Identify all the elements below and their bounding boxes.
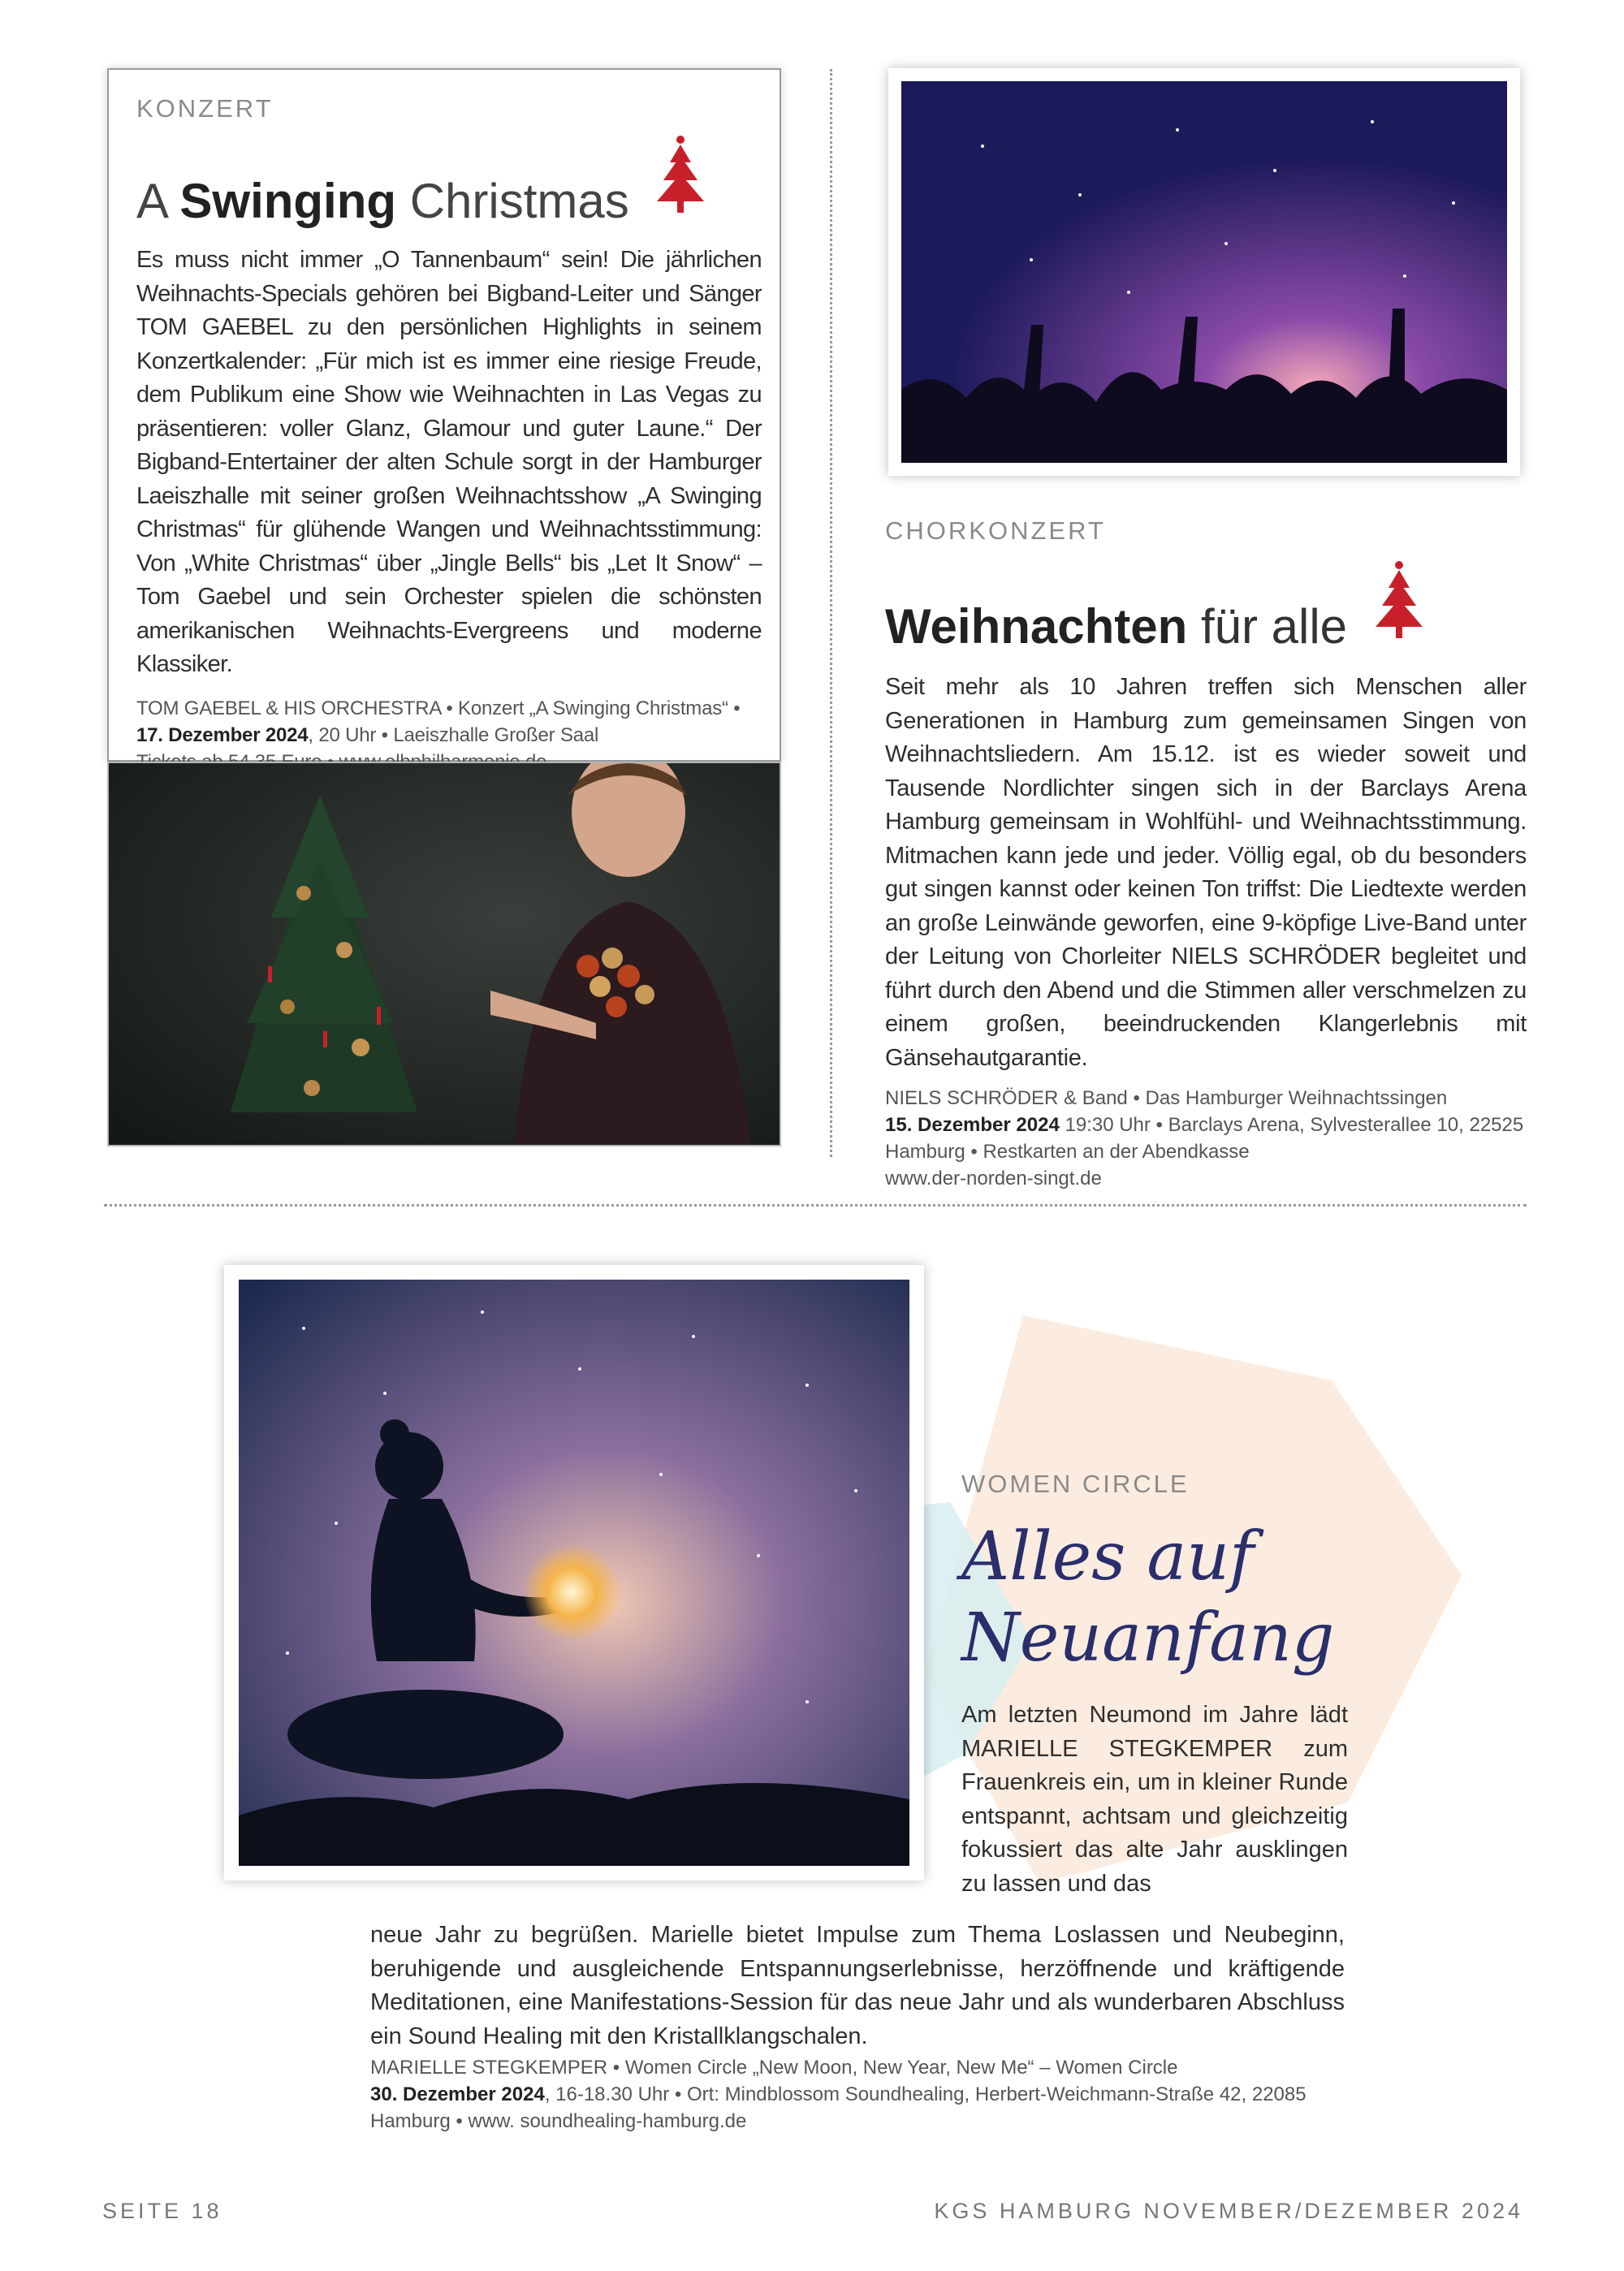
article-title: A Swinging Christmas: [136, 135, 762, 229]
photo-concert-crowd: [888, 68, 1520, 476]
article-weihnachten-fuer-alle: [885, 516, 1527, 1192]
section-divider: [104, 1204, 1527, 1207]
publication-name: KGS HAMBURG NOVEMBER/DEZEMBER 2024: [934, 2199, 1523, 2223]
article-kicker: WOMEN CIRCLE: [961, 1470, 1190, 1498]
article-event-info: NIELS SCHRÖDER & Band • Das Hamburger Weihnachtssingen 15. Dezember 2024 19:30 Uhr • Barclays Arena, Sylvesterallee 10, 22525 Hamburg • Restkarten an der Abendkasse www.der-norden-singt.de: [885, 1087, 1524, 1189]
meditation-illustration: [239, 1280, 909, 1866]
singer-tree-illustration: [109, 763, 780, 1145]
article-body: Es muss nicht immer „O Tannenbaum“ sein! Die jährlichen Weihnachts-Specials gehören bei Bigband-Leiter und Sänger TOM GAEBEL zu den persönlichen Highlights in seinem Konzertkalender: „Für mich ist es immer eine riesige Freude, dem Publikum eine Show wie Weihnachten in Las Vegas zu präsentieren: voller Glanz, Glamour und guter Laune.“ Der Bigband-Entertainer der alten Schule sorgt in der Hamburger Laeiszhalle mit seiner großen Weihnachtsshow „A Swinging Christmas“ für glühende Wangen und Weihnachtsstimmung: Von „White Christmas“ über „Jingle Bells“ bis „Let It Snow“ – Tom Gaebel und sein Orchester spielen die schönsten amerikanischen Weihnachts-Evergreens und moderne Klassiker.: [136, 247, 762, 677]
article-body-continued: neue Jahr zu begrüßen. Marielle bietet Impulse zum Thema Loslassen und Neubeginn, beruhigende und ausgleichende Entspannungserlebnisse, herzöffnende und kräftigende Meditationen, eine Manifestations-Session für das neue Jahr und als wunderbaren Abschluss ein Sound Healing mit den Kristallklangschalen.: [370, 1922, 1345, 2049]
article-swinging-christmas: [107, 68, 781, 762]
christmas-tree-icon: [1371, 560, 1427, 650]
article-title: Alles auf Neuanfang: [961, 1518, 1335, 1677]
column-divider: [830, 69, 832, 1157]
page-number: SEITE 18: [102, 2199, 222, 2223]
article-kicker: CHORKONZERT: [885, 516, 1106, 545]
photo-singer-christmas-tree: [107, 762, 781, 1146]
article-body-intro: Am letzten Neumond im Jahre lädt MARIELLE STEGKEMPER zum Frauenkreis ein, um in kleiner Runde entspannt, achtsam und gleichzeitig fokussiert das alte Jahr ausklingen zu lassen und das: [961, 1702, 1348, 1897]
article-event-info: MARIELLE STEGKEMPER • Women Circle „New Moon, New Year, New Me“ – Women Circle 30. Dezember 2024, 16-18.30 Uhr • Ort: Mindblossom Soundhealing, Herbert-Weichmann-Straße 42, 22085 Hamburg • www. soundhealing-hamburg.de: [370, 2057, 1307, 2132]
photo-meditation: [224, 1265, 924, 1880]
article-kicker: KONZERT: [136, 94, 274, 123]
concert-crowd-illustration: [901, 81, 1507, 463]
christmas-tree-icon: [652, 135, 709, 224]
article-women-circle: [961, 1470, 1348, 1901]
article-title: Weihnachten für alle: [885, 560, 1527, 654]
article-event-info: TOM GAEBEL & HIS ORCHESTRA • Konzert „A Swinging Christmas“ • 17. Dezember 2024, 20 Uhr • Laeiszhalle Großer Saal: [136, 697, 741, 746]
article-body: Seit mehr als 10 Jahren treffen sich Menschen aller Generationen in Hamburg zum gemeinsamen Singen von Weihnachtsliedern. Am 15.12. ist es wieder soweit und Tausende Nordlichter singen sich in der Barclays Arena Hamburg gemeinsam in Wohlfühl- und Weihnachtsstimmung. Mitmachen kann jede und jeder. Völlig egal, ob du besonders gut singen kannst oder keinen Ton triffst: Die Liedtexte werden an große Leinwände geworfen, eine 9-köpfige Live-Band unter der Leitung von Chorleiter NIELS SCHRÖDER begleitet und führt durch den Abend und die Stimmen aller verschmelzen zu einem großen, beeindruckenden Klangerlebnis mit Gänsehautgarantie.: [885, 674, 1527, 1071]
